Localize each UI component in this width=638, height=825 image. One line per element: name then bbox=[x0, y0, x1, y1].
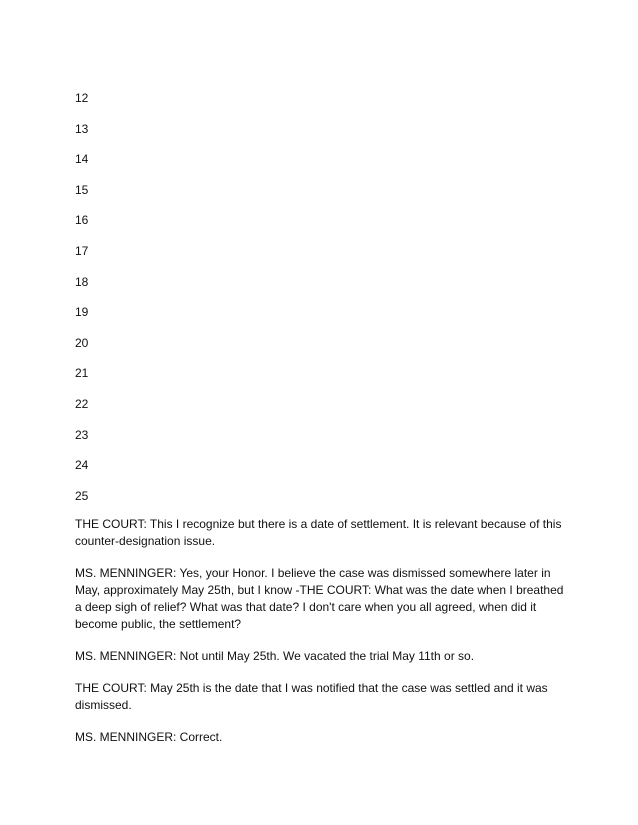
line-number: 18 bbox=[75, 274, 89, 289]
line-number: 12 bbox=[75, 91, 89, 105]
line-number: 17 bbox=[75, 243, 89, 258]
line-number: 19 bbox=[75, 305, 89, 320]
transcript-body bbox=[75, 516, 565, 761]
transcript-paragraph: MS. MENNINGER: Yes, your Honor. I believe the case was dismissed somewhere later in May, approximately May 25th, but I know -THE COURT: What was the date when I breathed a deep sigh of relief? What was that date? I don't care when you all agreed, when did it become public, the settlement? bbox=[75, 566, 564, 631]
line-number-column bbox=[75, 90, 88, 518]
line-number: 13 bbox=[75, 121, 89, 136]
transcript-paragraph: THE COURT: This I recognize but there is a date of settlement. It is relevant because of this counter-designation issue. bbox=[75, 517, 562, 548]
line-number: 20 bbox=[75, 335, 89, 350]
transcript-paragraph: MS. MENNINGER: Correct. bbox=[75, 730, 223, 744]
transcript-paragraph: THE COURT: May 25th is the date that I was notified that the case was settled and it was dismissed. bbox=[75, 681, 548, 712]
line-number: 15 bbox=[75, 182, 89, 197]
line-number: 22 bbox=[75, 396, 89, 411]
line-number: 16 bbox=[75, 213, 89, 228]
transcript-paragraph: MS. MENNINGER: Not until May 25th. We vacated the trial May 11th or so. bbox=[75, 649, 475, 663]
line-number: 21 bbox=[75, 366, 89, 381]
line-number: 14 bbox=[75, 152, 89, 167]
line-number: 25 bbox=[75, 488, 89, 503]
line-number: 23 bbox=[75, 427, 89, 442]
line-number: 24 bbox=[75, 458, 89, 473]
